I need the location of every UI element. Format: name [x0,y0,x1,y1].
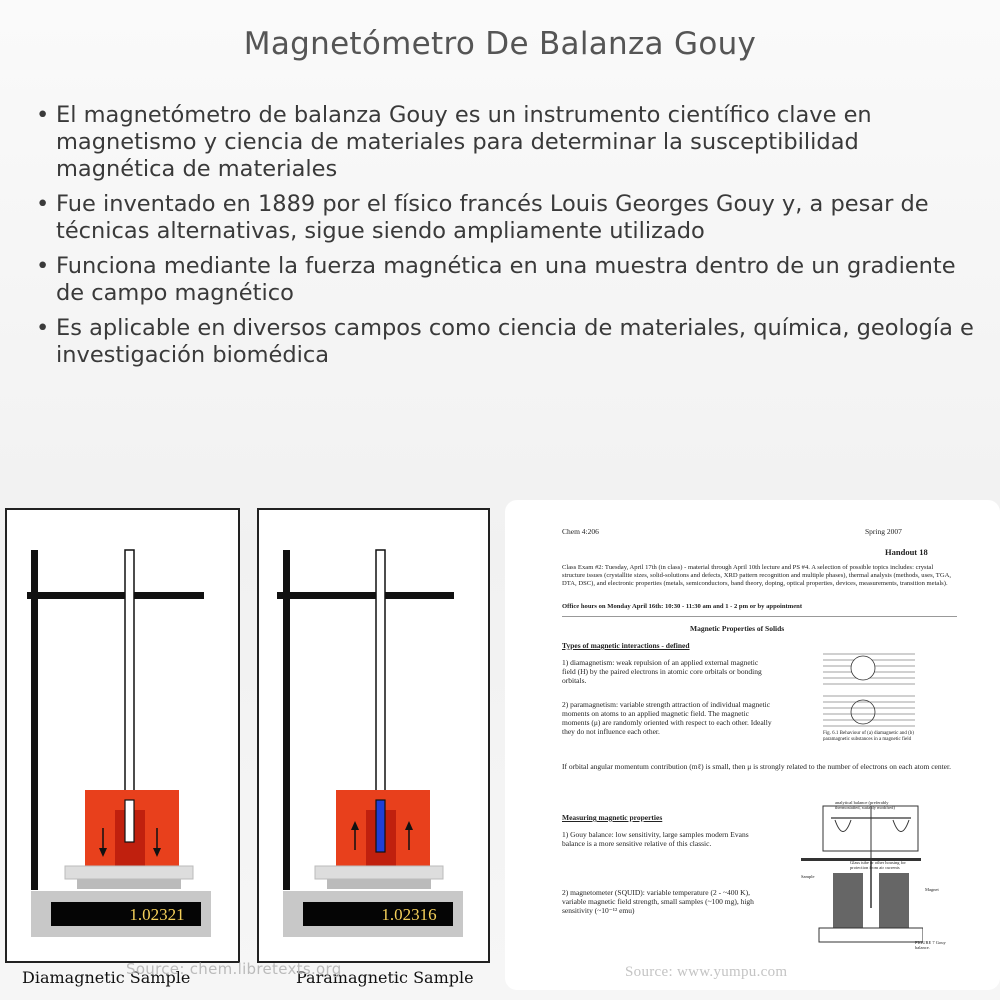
balance-reading: 1.02321 [129,905,185,924]
paramagnetism-text: 2) paramagnetism: variable strength attraction of individual magnetic moments on atoms to an applied magnetic field. The magnetic moments (μ) are randomly oriented with respect to each other. Ideally they do not influence each other. [562,700,772,736]
magnet-right [879,873,909,928]
bullet-text: Es aplicable en diversos campos como ciencia de materiales, química, geología e investigación biomédica [56,315,974,368]
balance-base [77,879,181,889]
handout-number: Handout 18 [885,547,928,557]
bullet-text: El magnetómetro de balanza Gouy es un instrumento científico clave en magnetismo y ciencia de materiales para determinar la susceptibilidad magnética de materiales [56,102,872,182]
figure-caption: Fig. 6.1 Behaviour of (a) diamagnetic and (b) paramagnetic substances in a magnetic field [823,731,914,742]
diamagnetic-caption: Diamagnetic Sample [22,968,191,987]
balance-base [327,879,431,889]
bullet-dot: • [36,315,50,341]
stand-post [283,550,290,890]
bullet-item [36,191,976,245]
label-sample: Sample [801,874,815,879]
measuring-heading: Measuring magnetic properties [562,813,663,822]
diamagnetic-diagram [7,510,238,961]
office-hours: Office hours on Monday April 16th: 10:30 - 11:30 am and 1 - 2 pm or by appointment [562,603,803,610]
types-heading: Types of magnetic interactions - defined [562,641,690,650]
paramagnetic-sample [376,800,385,852]
label-magnet: Magnet [925,887,939,892]
divider [562,616,957,617]
diamagnetic-panel [5,508,240,963]
label-balance: analytical balance (preferably thermostatted, suitably modified) [835,800,895,810]
bullet-text: Funciona mediante la fuerza magnética en una muestra dentro de un gradiente de campo magnético [56,253,956,306]
bullet-item [36,315,976,369]
balance-reading: 1.02316 [381,905,437,924]
exam-paragraph: Class Exam #2: Tuesday, April 17th (in class) - material through April 10th lecture and PS #4. A selection of possible topics includes: crystal structure issues (crystallite sizes, solid-solutions and defects, XRD pattern recognition and multiple phases), thermal analysis (methods, uses, TGA, DTA, DSC), and electronic properties (metals, semiconductors, band theory, doping, optical properties, devices, measurements, transition metals). [562,564,952,587]
label-tube: Glass tube or other housing for protection from air currents [850,860,906,870]
section-title: Magnetic Properties of Solids [690,624,785,633]
bullet-item [36,102,976,183]
gouy-balance-figure [773,798,923,958]
squid-text: 2) magnetometer (SQUID): variable temperature (2 - ~400 K), variable magnetic field strength, small samples (~100 mg), high sensitivity (~10⁻¹² emu) [562,888,754,915]
gouy-text: 1) Gouy balance: low sensitivity, large samples modern Evans balance is a more sensitive relative of this classic. [562,830,749,848]
field-lines-bottom [823,696,915,726]
paramagnetic-panel [257,508,490,963]
orbital-text: If orbital angular momentum contribution (mℓ) is small, then μ is strongly related to the number of electrons on each atom center. [562,762,951,771]
bullet-dot: • [36,253,50,279]
bullet-list [36,102,976,377]
diamagnetic-sample-circle [851,656,875,680]
paramagnetic-diagram [259,510,488,961]
field-lines-figure [823,650,918,730]
paramagnetic-sample-circle [851,700,875,724]
stand-arm [27,592,204,599]
stand-arm [277,592,454,599]
label-figure: FIGURE 7 Gouy balance. [915,940,946,950]
bullet-item [36,253,976,307]
balance-pan-left [835,820,851,832]
course-label: Chem 4:206 [562,527,599,536]
balance-pan-right [893,820,909,832]
bullet-dot: • [36,102,50,128]
right-image-source: Source: www.yumpu.com [625,964,788,980]
paramagnetic-caption: Paramagnetic Sample [296,968,474,987]
page-title: Magnetómetro De Balanza Gouy [243,26,757,62]
left-image-source: Source: chem.libretexts.org [126,960,342,978]
stand-post [31,550,38,890]
balance-pan [65,866,193,879]
balance-pan [315,866,443,879]
handout-document [505,500,1000,990]
diamagnetism-text: 1) diamagnetism: weak repulsion of an applied external magnetic field (H) by the paired electrons in atomic core orbitals or bonding orbitals. [562,658,762,685]
magnet-left [833,873,863,928]
term-label: Spring 2007 [865,527,902,536]
sample-tube-tip [125,800,134,842]
bullet-dot: • [36,191,50,217]
magnet-base [819,928,923,942]
bullet-text: Fue inventado en 1889 por el físico francés Louis Georges Gouy y, a pesar de técnicas alternativas, sigue siendo ampliamente utilizado [56,191,929,244]
